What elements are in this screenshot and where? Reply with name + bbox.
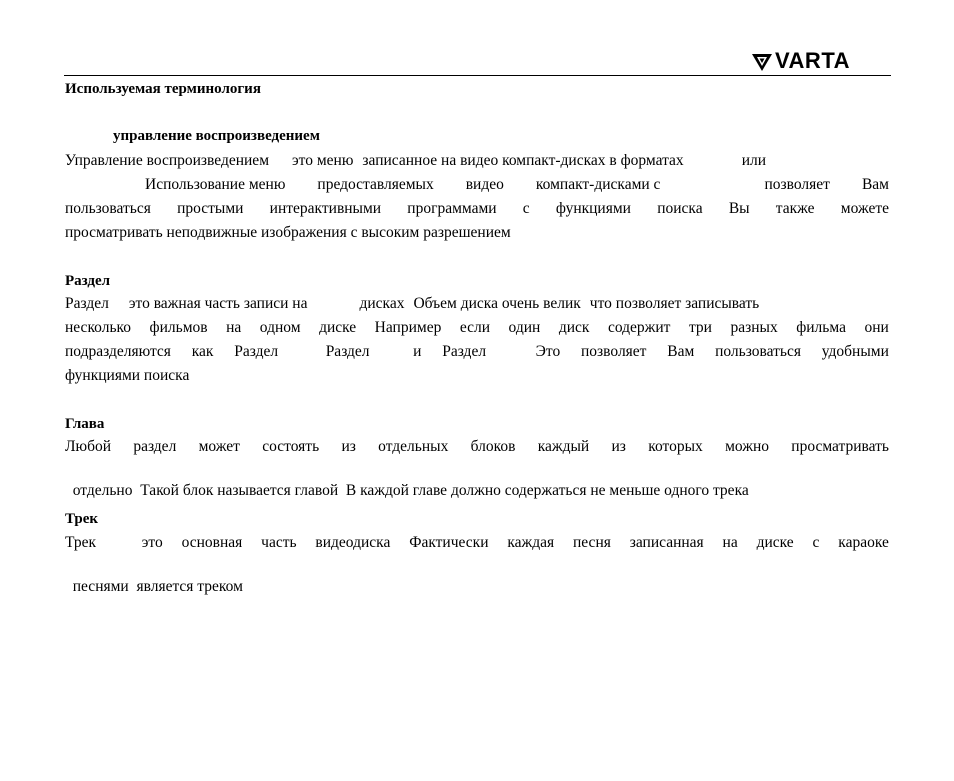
- text-fragment: Например: [374, 319, 442, 336]
- text-fragment: блоков: [470, 438, 516, 455]
- section-heading-title: Раздел: [65, 273, 111, 289]
- section-1-line-2: [145, 175, 889, 195]
- text-fragment: они: [864, 319, 889, 336]
- section-2-line-2: [65, 318, 889, 338]
- text-fragment: состоять: [262, 438, 320, 455]
- text-fragment: на: [722, 534, 738, 551]
- text-fragment: Раздел: [65, 295, 109, 312]
- text-fragment: позволяет: [581, 343, 647, 360]
- text-fragment: содержит: [607, 319, 671, 336]
- text-fragment: диск: [558, 319, 590, 336]
- text-fragment: Использование меню: [145, 176, 286, 193]
- header-divider: [64, 75, 891, 76]
- section-3-line-1: [65, 437, 889, 457]
- text-fragment: можно: [725, 438, 769, 455]
- text-fragment: и: [413, 343, 422, 360]
- text-fragment: караоке: [838, 534, 889, 551]
- varta-logo: [751, 48, 893, 73]
- text-fragment: пользоваться: [715, 343, 801, 360]
- text-fragment: дисках: [359, 295, 405, 312]
- text-fragment: Объем диска очень велик: [413, 295, 581, 312]
- text-fragment: Вы: [728, 200, 750, 217]
- section-2-line-3: [65, 342, 889, 362]
- brand-name: VARTA: [775, 48, 851, 73]
- text-fragment: с: [522, 200, 530, 217]
- text-fragment: Вам: [861, 176, 889, 193]
- text-fragment: также: [775, 200, 815, 217]
- text-fragment: один: [508, 319, 541, 336]
- text-fragment: просматривать: [791, 438, 889, 455]
- text-fragment: отдельно Такой блок называется главой В каждой главе должно содержаться не меньше одного трека: [72, 482, 749, 499]
- section-heading-chapter: Глава: [65, 416, 105, 432]
- text-fragment: Фактически: [409, 534, 489, 551]
- text-fragment: диске: [319, 319, 357, 336]
- text-fragment: поиска: [657, 200, 703, 217]
- text-fragment: раздел: [133, 438, 177, 455]
- text-fragment: записанное на видео компакт-дисках в форматах: [362, 152, 684, 169]
- section-heading-playback-control: управление воспроизведением: [113, 128, 320, 144]
- section-1-line-1: [65, 151, 889, 171]
- text-fragment: Любой: [65, 438, 112, 455]
- text-fragment: или: [741, 152, 767, 169]
- text-fragment: Это: [535, 343, 561, 360]
- text-fragment: простыми: [177, 200, 244, 217]
- text-fragment: можете: [840, 200, 889, 217]
- text-fragment: отдельных: [378, 438, 449, 455]
- text-fragment: если: [459, 319, 491, 336]
- text-fragment: из: [611, 438, 626, 455]
- text-fragment: несколько: [65, 319, 132, 336]
- text-fragment: Раздел: [325, 343, 370, 360]
- text-fragment: это: [141, 534, 163, 551]
- text-fragment: каждая: [507, 534, 555, 551]
- text-fragment: программами: [407, 200, 497, 217]
- section-2-line-1: [65, 294, 889, 314]
- text-fragment: разных: [730, 319, 778, 336]
- text-fragment: фильма: [796, 319, 846, 336]
- text-fragment: часть: [261, 534, 297, 551]
- text-fragment: функциями поиска: [65, 367, 190, 384]
- text-fragment: которых: [648, 438, 703, 455]
- text-fragment: интерактивными: [269, 200, 382, 217]
- text-fragment: одном: [259, 319, 301, 336]
- text-fragment: подразделяются: [65, 343, 171, 360]
- section-4-line-1: [65, 533, 889, 553]
- section-4-line-2: [65, 557, 889, 595]
- text-fragment: это важная часть записи на: [128, 295, 308, 312]
- section-2-line-4: [65, 366, 889, 386]
- section-heading-track: Трек: [65, 511, 99, 527]
- text-fragment: основная: [181, 534, 243, 551]
- text-fragment: диске: [756, 534, 794, 551]
- text-fragment: Раздел: [234, 343, 279, 360]
- text-fragment: фильмов: [149, 319, 208, 336]
- text-fragment: просматривать неподвижные изображения с высоким разрешением: [65, 224, 511, 241]
- text-fragment: функциями: [555, 200, 631, 217]
- text-fragment: песня: [573, 534, 611, 551]
- section-1-line-3: [65, 199, 889, 219]
- text-fragment: это меню: [292, 152, 354, 169]
- text-fragment: Раздел: [442, 343, 487, 360]
- page-title: Используемая терминология: [65, 81, 261, 97]
- section-1-line-4: [65, 223, 889, 243]
- text-fragment: песнями является треком: [72, 578, 243, 595]
- text-fragment: из: [341, 438, 356, 455]
- text-fragment: предоставляемых: [317, 176, 434, 193]
- text-fragment: каждый: [537, 438, 590, 455]
- text-fragment: с: [812, 534, 820, 551]
- text-fragment: на: [226, 319, 242, 336]
- text-fragment: позволяет: [764, 176, 830, 193]
- text-fragment: удобными: [821, 343, 889, 360]
- text-fragment: может: [198, 438, 240, 455]
- text-fragment: компакт-дисками с: [535, 176, 661, 193]
- text-fragment: что позволяет записывать: [589, 295, 760, 312]
- varta-shield-icon: [751, 52, 773, 72]
- text-fragment: Вам: [667, 343, 695, 360]
- text-fragment: видео: [465, 176, 504, 193]
- text-fragment: Управление воспроизведением: [65, 152, 269, 169]
- text-fragment: как: [191, 343, 214, 360]
- text-fragment: записанная: [629, 534, 704, 551]
- section-3-line-2: [65, 461, 889, 499]
- text-fragment: Трек: [65, 534, 97, 551]
- text-fragment: три: [688, 319, 712, 336]
- text-fragment: пользоваться: [65, 200, 151, 217]
- text-fragment: видеодиска: [315, 534, 391, 551]
